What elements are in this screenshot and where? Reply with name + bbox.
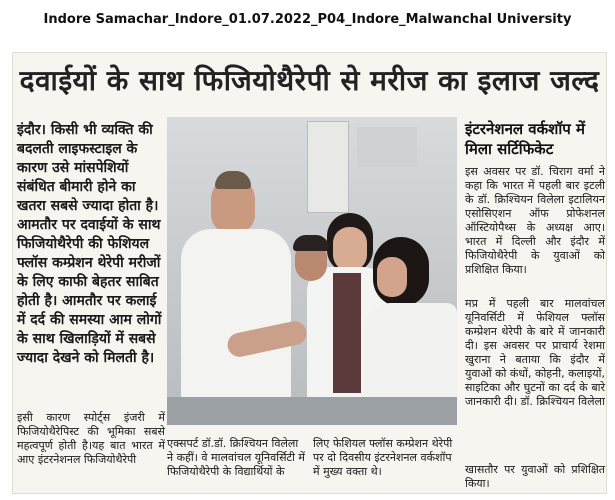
person-student-2-hair [293,235,329,251]
body-paragraph-2: इसी कारण स्पोर्ट्स इंजरी में फिजियोथैरेपिस्ट की भूमिका सबसे महत्वपूर्ण होती है।यह बात भारत में आए इंटरनेशनल फिजियोथैरेपी [17,411,165,466]
lead-paragraph: इंदौर। किसी भी व्यक्ति की बदलती लाइफस्टाइल के कारण उसे मांसपेशियों संबंधित बीमारी होने का खतरा सबसे ज्यादा होता है।आमतौर पर दवाईयों के साथ फिजियोथैरेपी की फेशियल फ्लॉस कम्प्रेशन थेरेपी मरीजों के लिए काफी बेहतर साबित होती है। आमतौर पर कलाई में दर्द की समस्या आम लोगों के साथ खिलाड़ियों में सबसे ज्यादा देखने को मिलती है। [17,122,162,366]
body-paragraph-4: लिए फेशियल फ्लॉस कम्प्रेशन थेरेपी पर दो दिवसीय इंटरनेशनल वर्कशॉप में मुख्य वक्ता थे। [313,437,453,478]
headline: दवाईयों के साथ फिजियोथैरेपी से मरीज का इलाज जल्द [19,64,600,97]
sidebar-paragraph-2: मप्र में पहली बार मालवांचल यूनिवर्सिटी में फेशियल फ्लॉस कम्प्रेशन थेरेपी के बारे में जानकारी दी। इस अवसर पर प्राचार्य रेशमा खुराना ने बताया कि इंदौर में युवाओं को कंधों, कोहनी, कलाइयों, साइटिका और घुटनों का दर्द के बारे जानकारी दी। डॉ. क्रिश्चियन विलेला [465,297,605,408]
equipment-shelf [307,121,349,213]
wall-device [357,127,417,167]
person-instructor-hair [215,171,251,189]
person-student-3-face [377,257,407,297]
person-student-1-shirt [333,273,361,393]
sidebar-paragraph-3: खासतौर पर युवाओं को प्रशिक्षित किया। [465,463,605,490]
clipping-caption: Indore Samachar_Indore_01.07.2022_P04_Indore_Malwanchal University [43,12,572,27]
body-paragraph-3: एक्सपर्ट डॉ.डॉ. क्रिश्चियन विलेला ने कहीं। वे मालवांचल यूनिवर्सिटी में फिजियोथैरेपी के विद्यार्थियों के [167,437,306,478]
treatment-table [167,397,457,425]
sidebar-title: इंटरनेशनल वर्कशॉप में मिला सर्टिफिकेट [465,120,585,158]
workshop-photo [167,117,457,425]
sidebar-paragraph-1: इस अवसर पर डॉ. चिराग वर्मा ने कहा कि भारत में पहली बार इटली के डॉ. क्रिश्चियन विलेला इटालियन एसोसिएशन ऑफ प्रोफेशनल ऑस्टियोपैथ्स के अध्यक्ष आए। भारत में दिल्ली और इंदौर में फिजियोथैरेपी के युवाओं को प्रशिक्षित किया। [465,165,605,276]
newspaper-clipping [12,52,607,494]
person-student-1-face [333,227,367,271]
